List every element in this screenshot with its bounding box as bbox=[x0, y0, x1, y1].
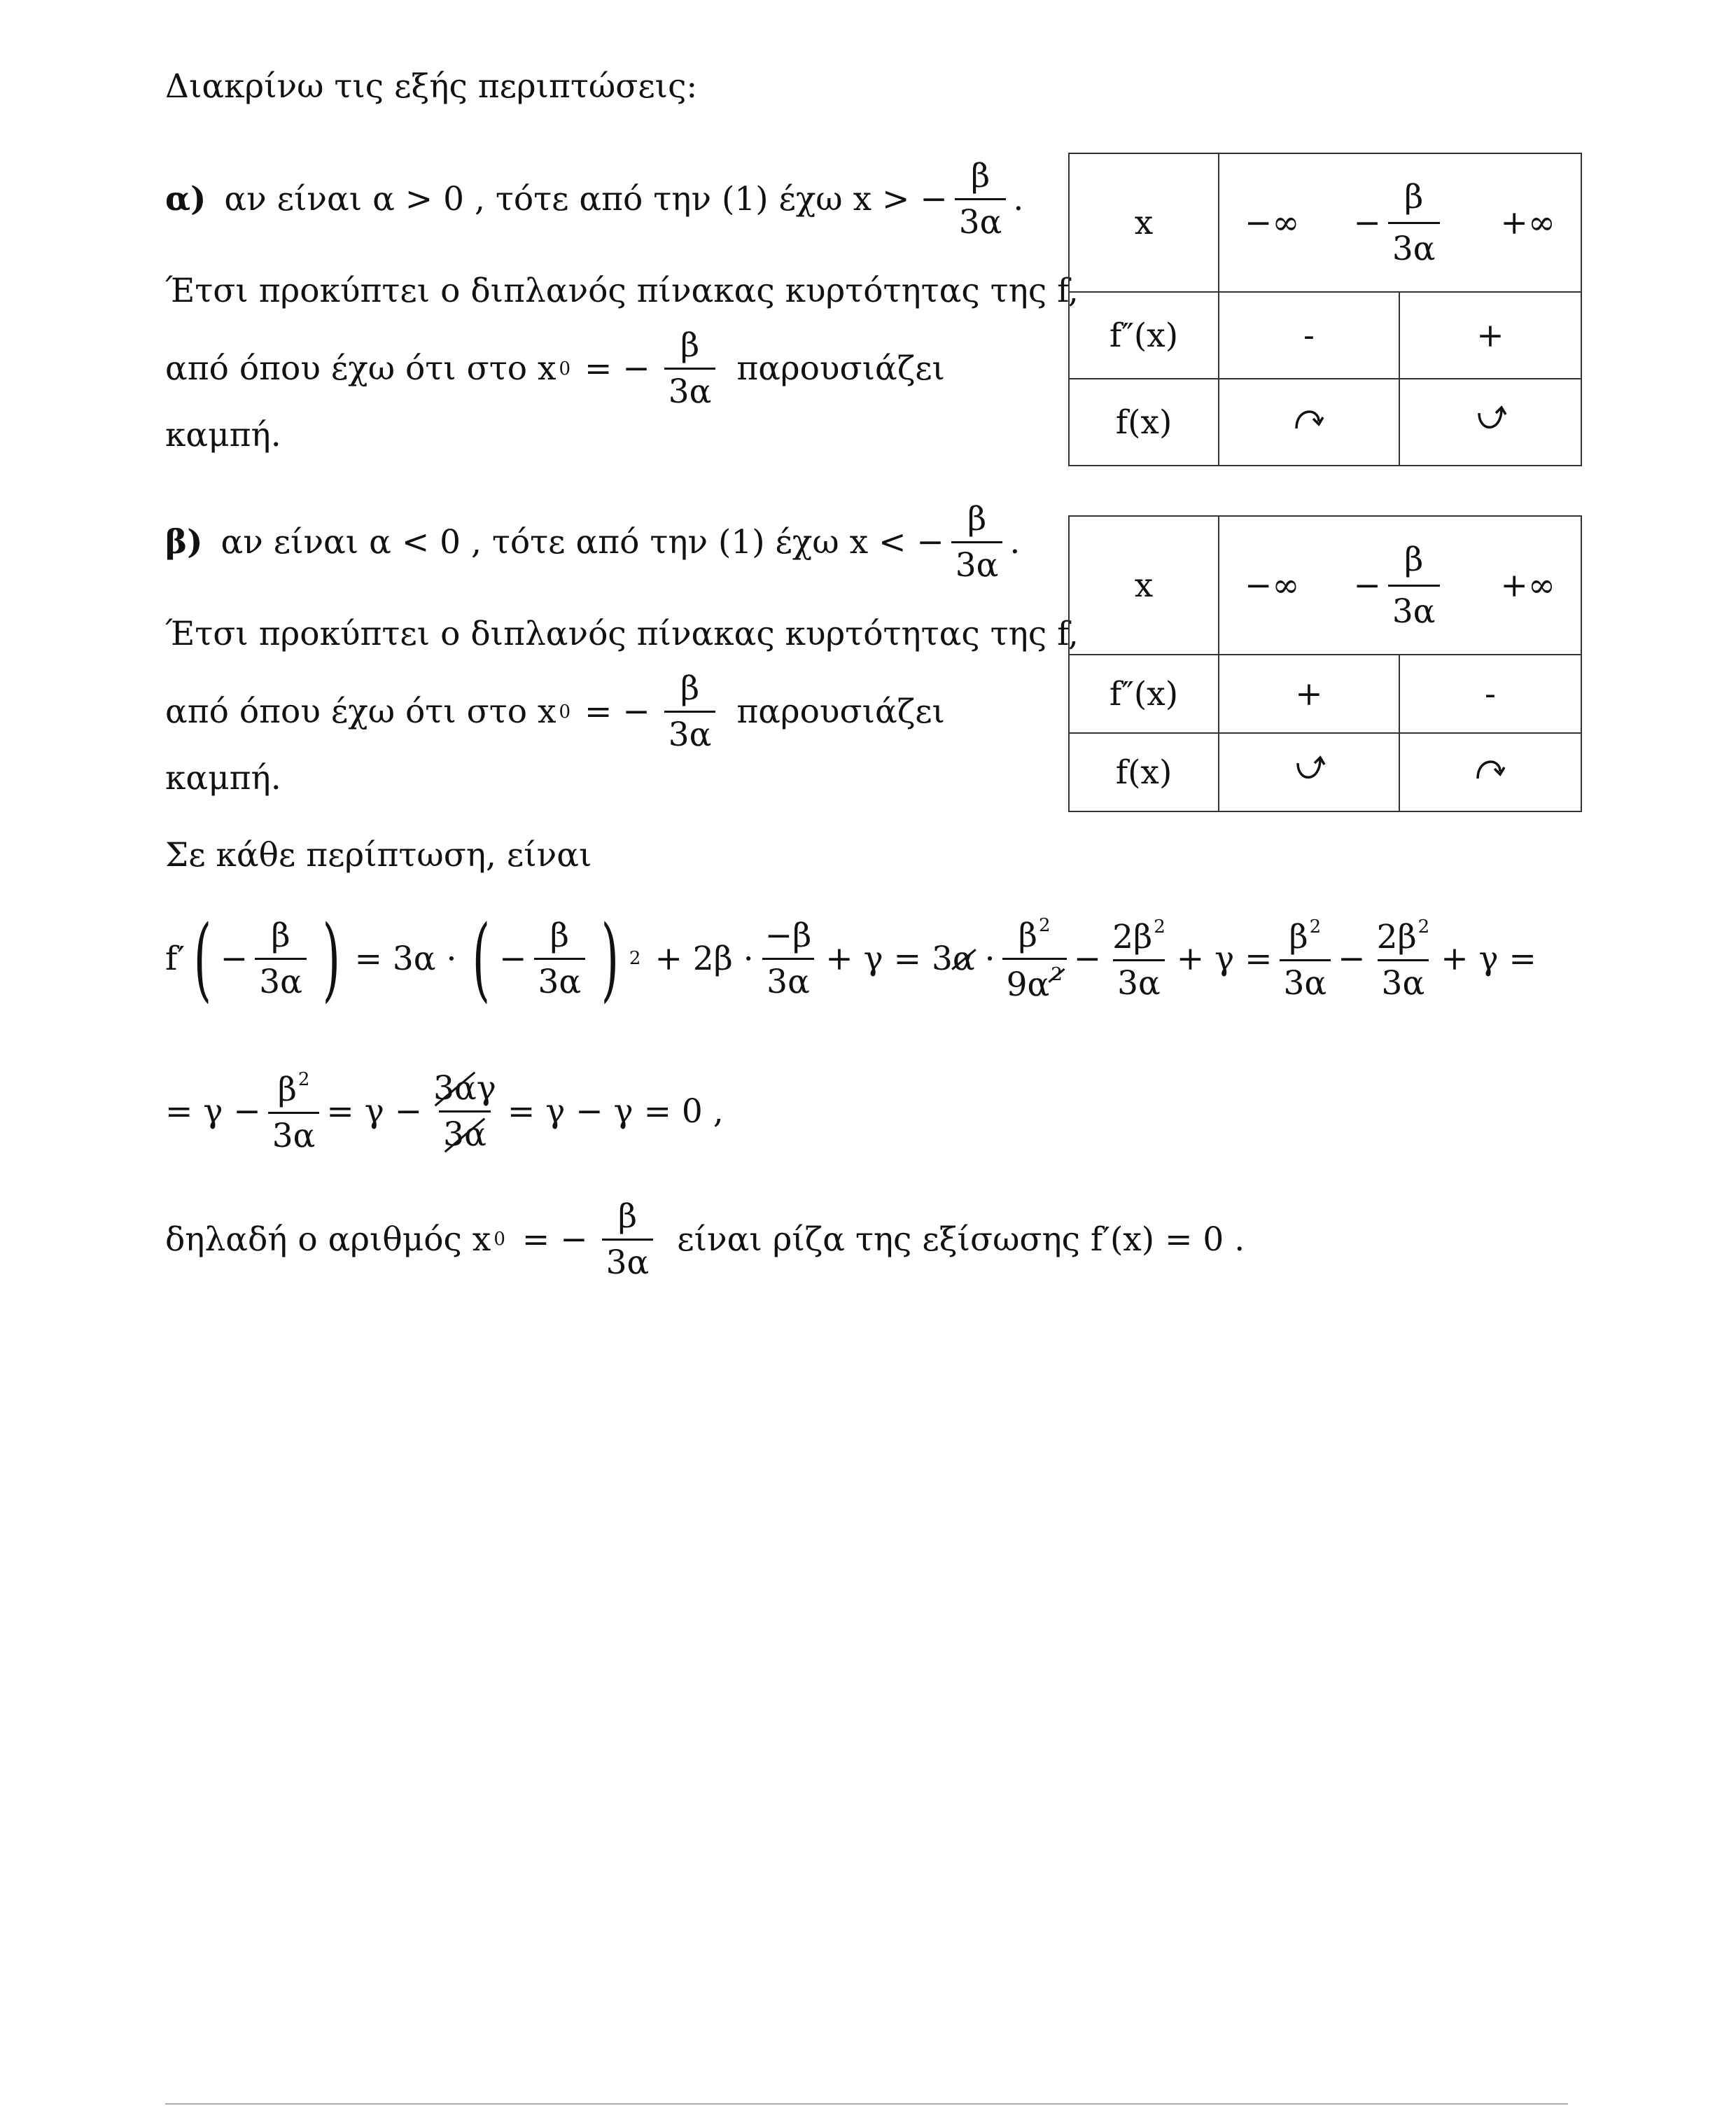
concave-up-arrow-icon bbox=[1288, 751, 1330, 786]
case-b-line2: Έτσι προκύπτει ο διπλανός πίνακας κυρτότητας της f, bbox=[165, 615, 1079, 653]
case-b-line4: καμπή. bbox=[165, 759, 281, 797]
case-a-fraction: $\frac{\beta}{3\alpha}$ bbox=[955, 160, 1007, 239]
case-b-line1: β) αν είναι α < 0 , τότε από την (1) έχω x < − $\frac{\beta}{3\alpha}$ . bbox=[165, 500, 1021, 585]
table-b-f2-label: f″(x) bbox=[1069, 655, 1219, 733]
table-a-x-row: −∞ − $\frac{\beta}{3\alpha}$ +∞ bbox=[1219, 153, 1581, 292]
page-footer-rule bbox=[165, 2103, 1568, 2105]
concave-up-arrow-icon bbox=[1469, 400, 1511, 435]
case-b-label: β) bbox=[165, 523, 203, 562]
table-a-f-label: f(x) bbox=[1069, 379, 1219, 466]
table-b-f-right bbox=[1399, 733, 1581, 811]
equation-2: = γ − $\frac{\beta^2}{3\alpha}$ = γ − $\frac{3\alpha\gamma}{3\alpha}$ = γ − γ = 0 , bbox=[165, 1068, 724, 1155]
table-b-f-label: f(x) bbox=[1069, 733, 1219, 811]
case-a-line3: από όπου έχω ότι στο x 0 = − $\frac{\beta}{3\alpha}$ παρουσιάζει bbox=[165, 326, 945, 411]
table-b-f2-left: + bbox=[1219, 655, 1399, 733]
table-a-f2-label: f″(x) bbox=[1069, 292, 1219, 379]
table-a-f2-left: - bbox=[1219, 292, 1399, 379]
case-b-line3: από όπου έχω ότι στο x 0 = − $\frac{\beta}{3\alpha}$ παρουσιάζει bbox=[165, 669, 945, 754]
table-b-x-row: −∞ − $\frac{\beta}{3\alpha}$ +∞ bbox=[1219, 516, 1581, 655]
table-b-x-label: x bbox=[1069, 516, 1219, 655]
concavity-table-b bbox=[1068, 515, 1582, 812]
table-b-f-left bbox=[1219, 733, 1399, 811]
table-b-f2-right: - bbox=[1399, 655, 1581, 733]
final-statement: δηλαδή ο αριθμός x 0 = − $\frac{\beta}{3\alpha}$ είναι ρίζα της εξίσωσης f′(x) = 0 . bbox=[165, 1197, 1245, 1282]
case-b-fraction: $\frac{\beta}{3\alpha}$ bbox=[951, 503, 1003, 582]
case-a-label: α) bbox=[165, 180, 206, 218]
case-a-line1: α) αν είναι α > 0 , τότε από την (1) έχω x > − $\frac{\beta}{3\alpha}$ . bbox=[165, 157, 1024, 242]
concave-down-arrow-icon bbox=[1469, 751, 1511, 786]
table-a-f2-right: + bbox=[1399, 292, 1581, 379]
table-a-f-left bbox=[1219, 379, 1399, 466]
case-a-line4: καμπή. bbox=[165, 416, 281, 454]
concave-down-arrow-icon bbox=[1288, 400, 1330, 435]
concavity-table-a bbox=[1068, 153, 1582, 466]
table-a-f-right bbox=[1399, 379, 1581, 466]
conclusion-intro: Σε κάθε περίπτωση, είναι bbox=[165, 836, 592, 874]
case-a-line2: Έτσι προκύπτει ο διπλανός πίνακας κυρτότητας της f, bbox=[165, 272, 1079, 310]
table-a-x-label: x bbox=[1069, 153, 1219, 292]
equation-1: f′ ( − $\frac{\beta}{3\alpha}$ ) = 3α · ( − $\frac{\beta}{3\alpha}$ ) 2 + 2β · $\frac{-\beta}{3\alpha}$ + γ = 3 α · $\frac{\beta^2}{9\alpha 2}$ − $\frac{2\beta^2}{3\alpha}$ + γ = $\frac{\beta^2}{3\alpha}$ − $\frac{2\beta^2}{3\alpha}$ + γ = bbox=[165, 905, 1536, 1012]
intro-text: Διακρίνω τις εξής περιπτώσεις: bbox=[165, 67, 698, 106]
